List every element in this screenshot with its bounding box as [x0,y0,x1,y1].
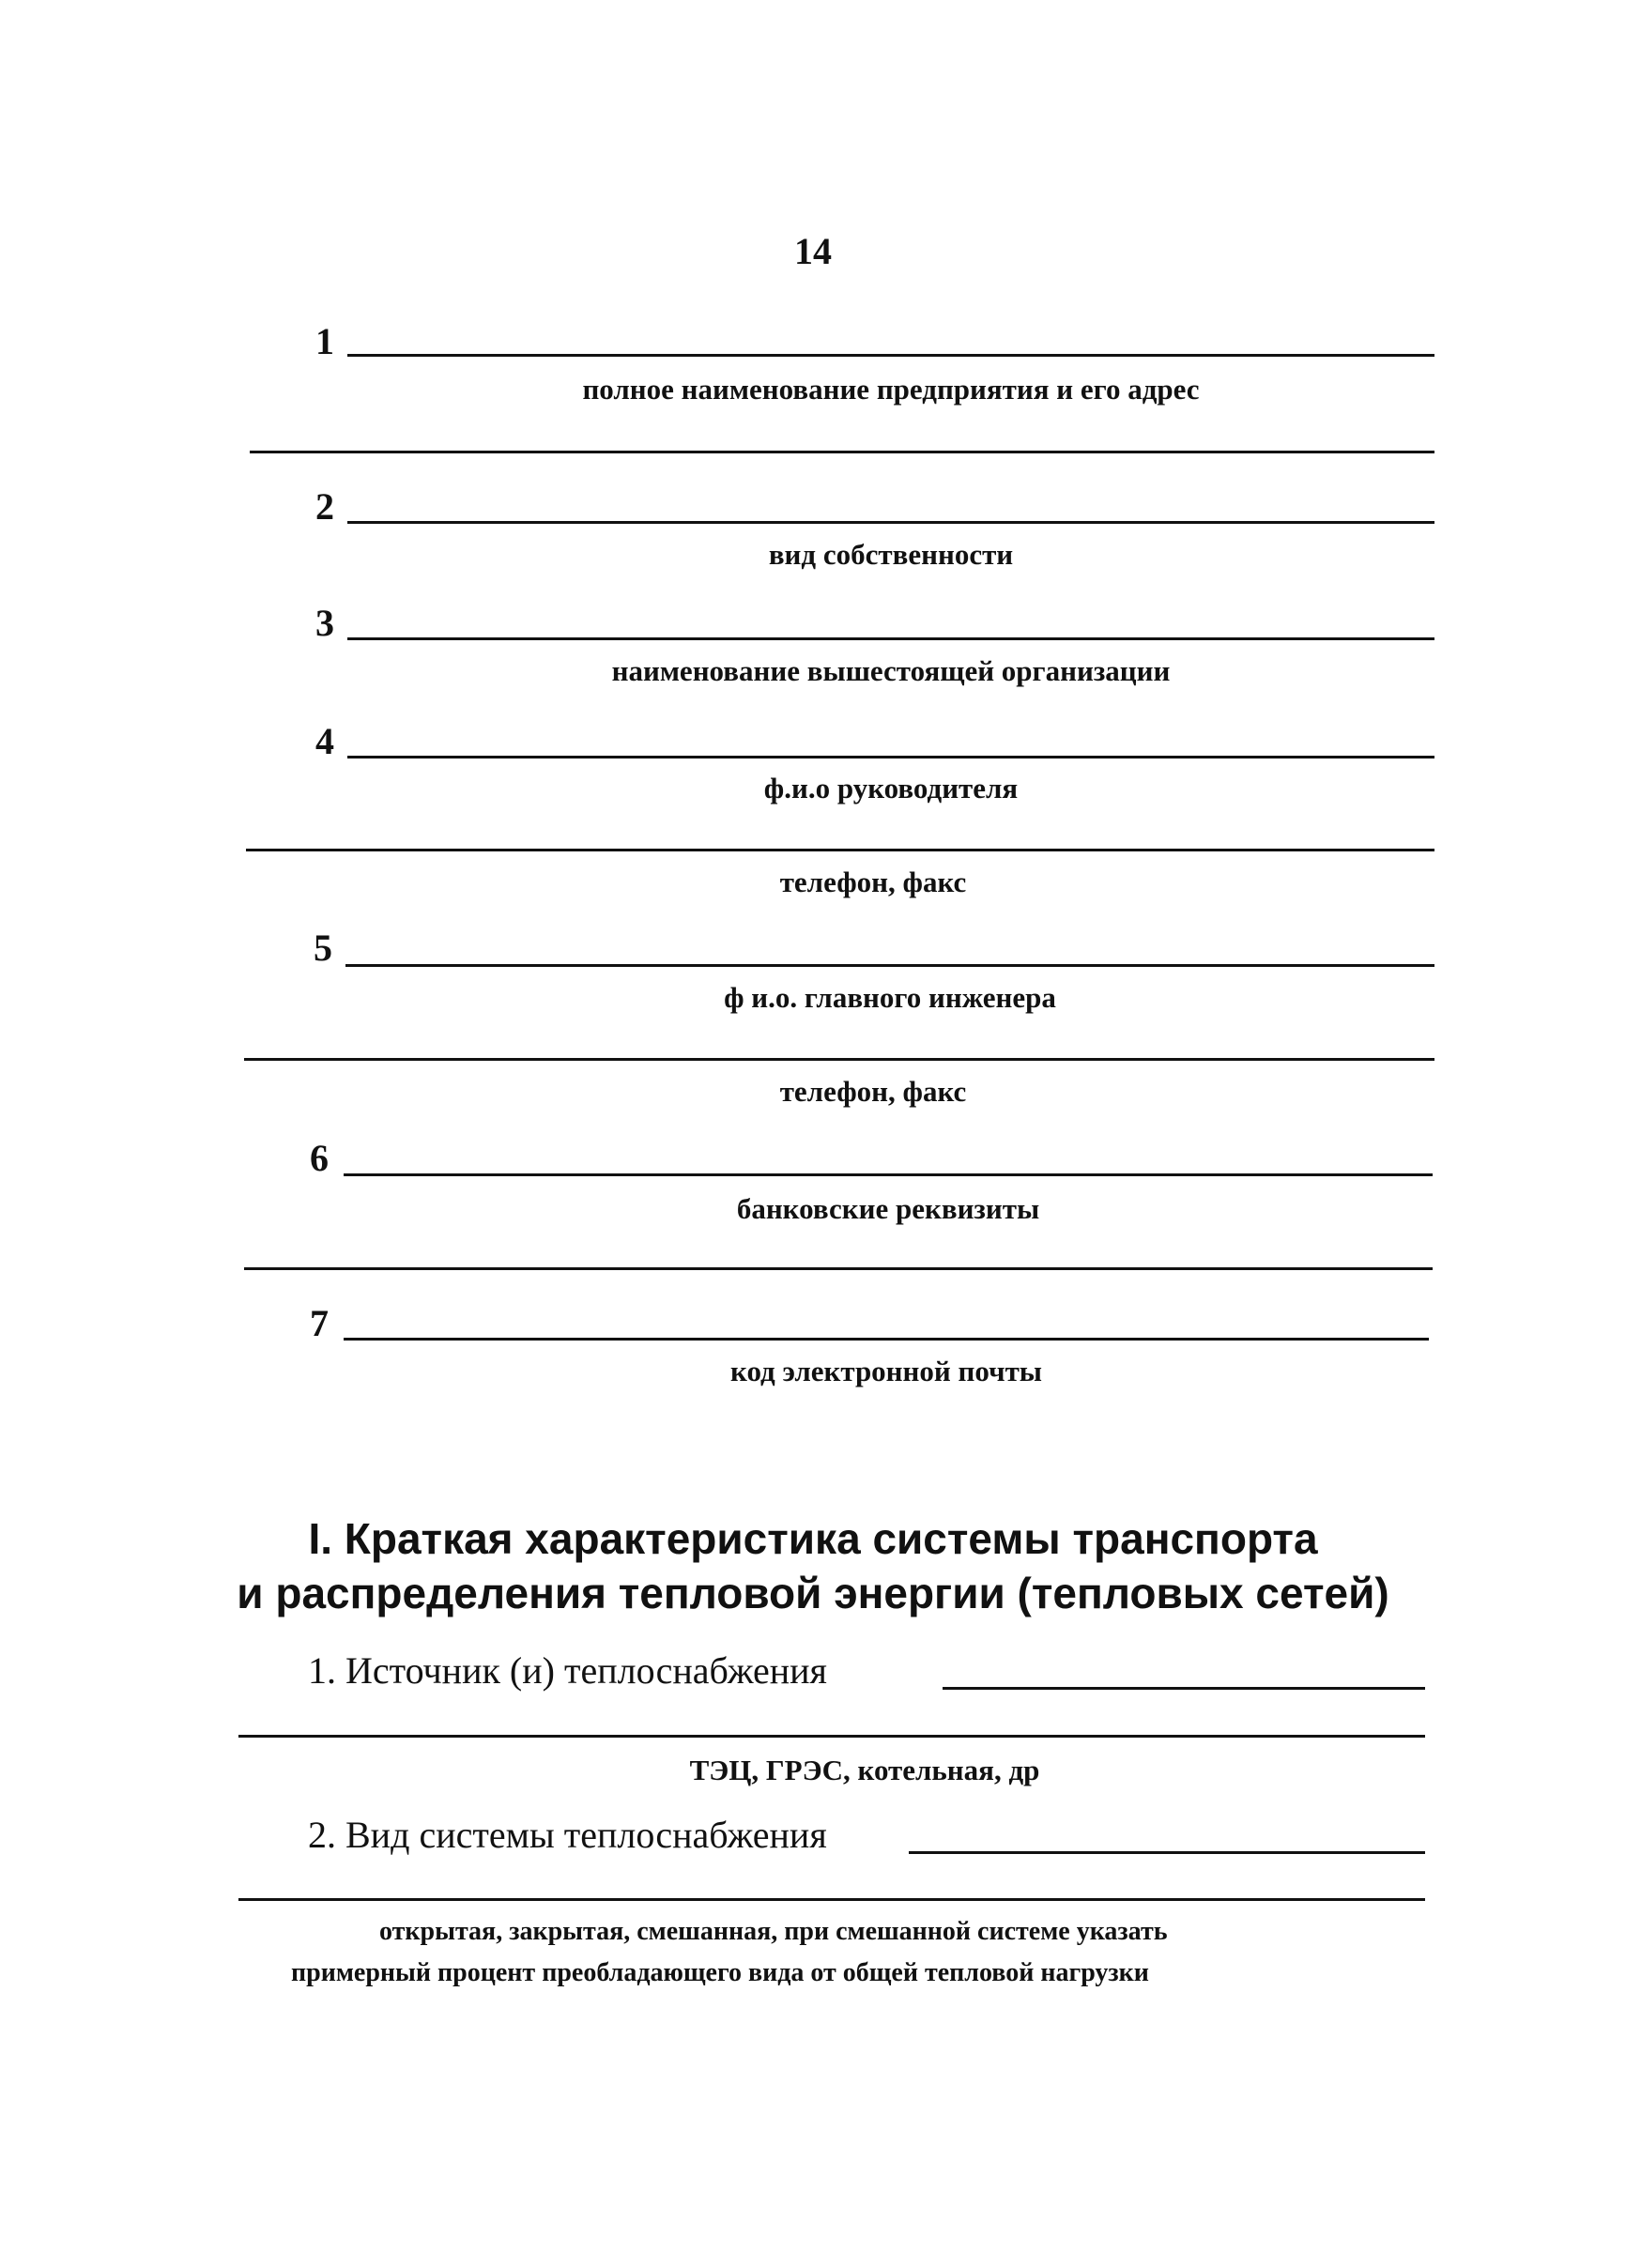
section-item-2-line[interactable] [909,1851,1425,1854]
field-caption-4: ф.и.о руководителя [763,772,1019,805]
field-line-2[interactable] [347,521,1434,524]
field-number-1: 1 [315,320,334,362]
field-number-2: 2 [315,485,334,528]
section-item-2-line-continuation[interactable] [238,1898,1425,1901]
section-item-1-caption: ТЭЦ, ГРЭС, котельная, др [689,1754,1040,1786]
section-item-2-label: 2. Вид системы теплоснабжения [308,1814,827,1856]
field-line-7[interactable] [344,1338,1429,1341]
field-caption-5: ф и.о. главного инженера [724,981,1056,1014]
field-caption-7: код электронной почты [730,1355,1042,1387]
field-number-6: 6 [310,1137,329,1179]
field-number-4: 4 [315,720,334,762]
section-heading-line-2: и распределения тепловой энергии (тепловых сетей) [237,1569,1389,1617]
field-number-7: 7 [310,1302,329,1344]
field-line-3[interactable] [347,637,1434,640]
field-caption-5-phone: телефон, факс [779,1075,967,1108]
field-line-6[interactable] [344,1173,1433,1176]
field-line-6-continuation[interactable] [244,1267,1433,1270]
field-caption-6: банковские реквизиты [736,1192,1040,1225]
field-line-4[interactable] [347,756,1434,759]
field-line-4-phone[interactable] [246,849,1434,851]
section-item-1-line[interactable] [943,1687,1425,1690]
field-number-5: 5 [314,927,332,969]
field-line-5-phone[interactable] [244,1058,1434,1061]
section-heading-line-1: I. Краткая характеристика системы транспорта [308,1514,1318,1563]
field-caption-2: вид собственности [768,538,1014,571]
field-caption-4-phone: телефон, факс [779,866,967,898]
field-caption-3: наименование вышестоящей организации [611,654,1171,687]
field-caption-1: полное наименование предприятия и его адрес [582,373,1200,406]
field-line-1-continuation[interactable] [250,451,1434,453]
section-item-2-caption-line-2: примерный процент преобладающего вида от общей тепловой нагрузки [291,1958,1149,1987]
field-number-3: 3 [315,602,334,644]
page-number: 14 [794,230,832,272]
field-line-1[interactable] [347,354,1434,357]
section-item-2-caption-line-1: открытая, закрытая, смешанная, при смешанной системе указать [379,1917,1168,1946]
section-item-1-label: 1. Источник (и) теплоснабжения [308,1649,827,1692]
field-line-5[interactable] [345,964,1434,967]
section-item-1-line-continuation[interactable] [238,1735,1425,1738]
